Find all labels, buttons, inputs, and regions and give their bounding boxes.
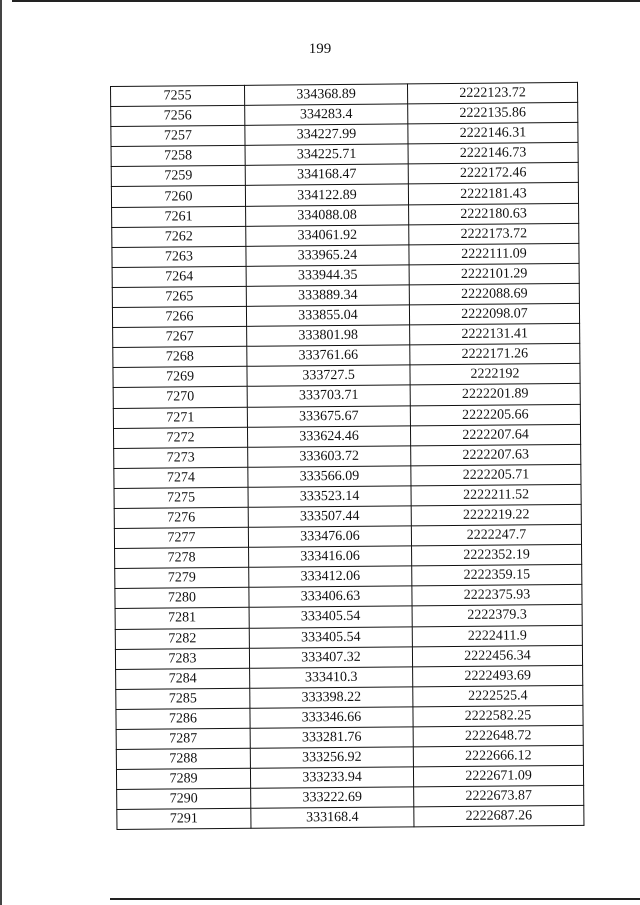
x-coordinate-cell: 333624.46	[247, 425, 410, 447]
point-id-cell: 7284	[116, 668, 250, 689]
y-coordinate-cell: 2222173.72	[409, 223, 579, 245]
x-coordinate-cell: 334168.47	[245, 164, 408, 186]
y-coordinate-cell: 2222207.63	[411, 444, 581, 466]
x-coordinate-cell: 333889.34	[246, 285, 409, 307]
x-coordinate-cell: 333566.09	[248, 466, 411, 488]
y-coordinate-cell: 2222205.66	[410, 404, 580, 426]
point-id-cell: 7261	[112, 206, 246, 227]
y-coordinate-cell: 2222666.12	[413, 745, 583, 767]
x-coordinate-cell: 333256.92	[250, 747, 413, 769]
point-id-cell: 7280	[115, 588, 249, 609]
y-coordinate-cell: 2222192	[410, 364, 580, 386]
point-id-cell: 7273	[114, 447, 248, 468]
y-coordinate-cell: 2222359.15	[412, 565, 582, 587]
point-id-cell: 7258	[111, 146, 245, 167]
point-id-cell: 7255	[111, 85, 245, 106]
point-id-cell: 7288	[116, 748, 250, 769]
point-id-cell: 7262	[112, 226, 246, 247]
y-coordinate-cell: 2222582.25	[413, 705, 583, 727]
x-coordinate-cell: 333523.14	[248, 486, 411, 508]
point-id-cell: 7269	[113, 367, 247, 388]
y-coordinate-cell: 2222219.22	[411, 504, 581, 526]
x-coordinate-cell: 333407.32	[249, 647, 412, 669]
point-id-cell: 7272	[113, 427, 247, 448]
x-coordinate-cell: 333476.06	[248, 526, 411, 548]
coordinates-table-container	[110, 82, 583, 831]
y-coordinate-cell: 2222411.9	[412, 625, 582, 647]
point-id-cell: 7268	[113, 347, 247, 368]
point-id-cell: 7290	[117, 789, 251, 810]
y-coordinate-cell: 2222379.3	[412, 605, 582, 627]
y-coordinate-cell: 2222673.87	[414, 786, 584, 808]
coordinates-table	[110, 82, 584, 831]
page-number: 199	[308, 41, 332, 57]
x-coordinate-cell: 333412.06	[249, 566, 412, 588]
y-coordinate-cell: 2222098.07	[409, 303, 579, 325]
x-coordinate-cell: 333168.4	[251, 807, 414, 829]
point-id-cell: 7270	[113, 387, 247, 408]
point-id-cell: 7285	[116, 688, 250, 709]
point-id-cell: 7289	[116, 768, 250, 789]
x-coordinate-cell: 333761.66	[247, 345, 410, 367]
point-id-cell: 7276	[114, 507, 248, 528]
y-coordinate-cell: 2222111.09	[409, 243, 579, 265]
table-body	[111, 82, 584, 830]
y-coordinate-cell: 2222088.69	[409, 283, 579, 305]
point-id-cell: 7256	[111, 105, 245, 126]
point-id-cell: 7257	[111, 126, 245, 147]
y-coordinate-cell: 2222171.26	[410, 344, 580, 366]
point-id-cell: 7286	[116, 708, 250, 729]
x-coordinate-cell: 333855.04	[246, 305, 409, 327]
page-edge-top	[12, 0, 640, 2]
y-coordinate-cell: 2222123.72	[407, 82, 577, 104]
point-id-cell: 7287	[116, 728, 250, 749]
point-id-cell: 7265	[112, 286, 246, 307]
page-edge-left	[0, 0, 2, 905]
x-coordinate-cell: 333603.72	[248, 446, 411, 468]
x-coordinate-cell: 333416.06	[249, 546, 412, 568]
x-coordinate-cell: 333965.24	[246, 245, 409, 267]
x-coordinate-cell: 334227.99	[245, 124, 408, 146]
table-row	[117, 806, 584, 830]
x-coordinate-cell: 333233.94	[250, 767, 413, 789]
y-coordinate-cell: 2222687.26	[414, 806, 584, 828]
y-coordinate-cell: 2222207.64	[410, 424, 580, 446]
y-coordinate-cell: 2222101.29	[409, 263, 579, 285]
y-coordinate-cell: 2222205.71	[411, 464, 581, 486]
x-coordinate-cell: 333675.67	[247, 405, 410, 427]
x-coordinate-cell: 333703.71	[247, 385, 410, 407]
x-coordinate-cell: 333410.3	[250, 667, 413, 689]
y-coordinate-cell: 2222201.89	[410, 384, 580, 406]
y-coordinate-cell: 2222131.41	[410, 324, 580, 346]
point-id-cell: 7278	[115, 547, 249, 568]
y-coordinate-cell: 2222671.09	[413, 766, 583, 788]
point-id-cell: 7275	[114, 487, 248, 508]
x-coordinate-cell: 333398.22	[250, 687, 413, 709]
point-id-cell: 7260	[111, 186, 245, 207]
y-coordinate-cell: 2222172.46	[408, 163, 578, 185]
y-coordinate-cell: 2222648.72	[413, 725, 583, 747]
x-coordinate-cell: 334088.08	[246, 204, 409, 226]
point-id-cell: 7267	[113, 326, 247, 347]
x-coordinate-cell: 334225.71	[245, 144, 408, 166]
y-coordinate-cell: 2222211.52	[411, 484, 581, 506]
y-coordinate-cell: 2222146.73	[408, 143, 578, 165]
point-id-cell: 7274	[114, 467, 248, 488]
point-id-cell: 7263	[112, 246, 246, 267]
x-coordinate-cell: 333222.69	[251, 787, 414, 809]
y-coordinate-cell: 2222352.19	[412, 545, 582, 567]
point-id-cell: 7277	[114, 527, 248, 548]
y-coordinate-cell: 2222456.34	[412, 645, 582, 667]
x-coordinate-cell: 334368.89	[244, 84, 407, 106]
x-coordinate-cell: 333405.54	[249, 626, 412, 648]
point-id-cell: 7259	[111, 166, 245, 187]
x-coordinate-cell: 334061.92	[246, 225, 409, 247]
x-coordinate-cell: 333944.35	[246, 265, 409, 287]
y-coordinate-cell: 2222135.86	[408, 103, 578, 125]
y-coordinate-cell: 2222146.31	[408, 123, 578, 145]
x-coordinate-cell: 333346.66	[250, 707, 413, 729]
point-id-cell: 7271	[113, 407, 247, 428]
point-id-cell: 7266	[112, 306, 246, 327]
y-coordinate-cell: 2222493.69	[413, 665, 583, 687]
point-id-cell: 7291	[117, 809, 251, 830]
point-id-cell: 7279	[115, 568, 249, 589]
point-id-cell: 7282	[115, 628, 249, 649]
x-coordinate-cell: 333406.63	[249, 586, 412, 608]
y-coordinate-cell: 2222247.7	[411, 524, 581, 546]
y-coordinate-cell: 2222180.63	[409, 203, 579, 225]
x-coordinate-cell: 333507.44	[248, 506, 411, 528]
x-coordinate-cell: 334283.4	[245, 104, 408, 126]
page-edge-bottom	[110, 898, 640, 900]
y-coordinate-cell: 2222181.43	[408, 183, 578, 205]
x-coordinate-cell: 333281.76	[250, 727, 413, 749]
x-coordinate-cell: 333801.98	[247, 325, 410, 347]
x-coordinate-cell: 334122.89	[245, 184, 408, 206]
y-coordinate-cell: 2222525.4	[413, 685, 583, 707]
point-id-cell: 7264	[112, 266, 246, 287]
point-id-cell: 7283	[115, 648, 249, 669]
x-coordinate-cell: 333727.5	[247, 365, 410, 387]
x-coordinate-cell: 333405.54	[249, 606, 412, 628]
point-id-cell: 7281	[115, 608, 249, 629]
y-coordinate-cell: 2222375.93	[412, 585, 582, 607]
